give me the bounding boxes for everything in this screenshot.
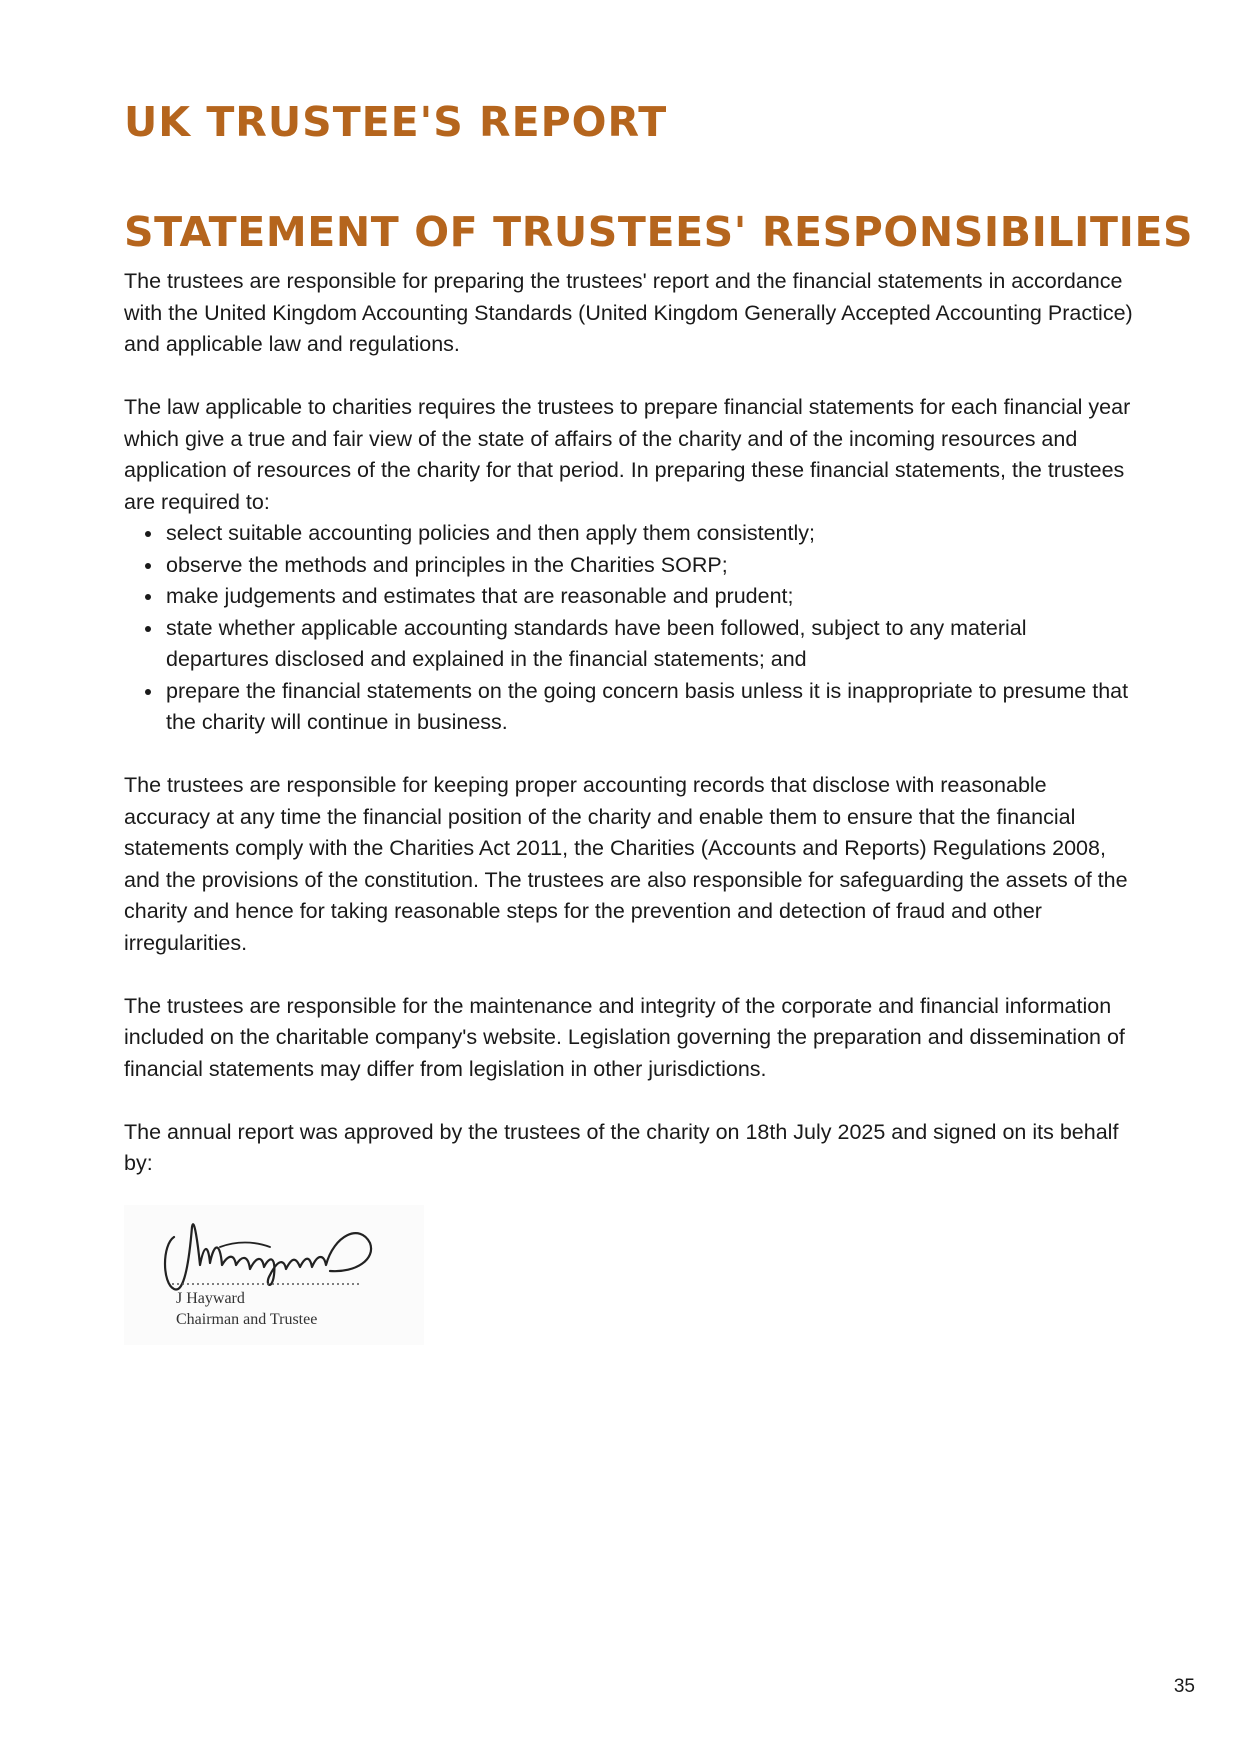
list-item: • state whether applicable accounting standards have been followed, subject to any material departures disclosed and explained in the financial statements; and <box>164 613 1134 676</box>
signature-block <box>124 1205 424 1345</box>
report-body <box>124 266 1134 1211</box>
paragraph-website: The trustees are responsible for the maintenance and integrity of the corporate and financial information included on the charitable company's website. Legislation governing the preparation and dissemination of financial statements may differ from legislation in other jurisdictions. <box>124 993 1125 1081</box>
paragraph-responsibility: The trustees are responsible for preparing the trustees' report and the financial statements in accordance with the United Kingdom Accounting Standards (United Kingdom Generally Accepted Accounting Practice) and applicable law and regulations. <box>124 269 1133 356</box>
list-item: • prepare the financial statements on the going concern basis unless it is inappropriate to presume that the charity will continue in business. <box>164 676 1134 739</box>
paragraph-records: The trustees are responsible for keeping proper accounting records that disclose with reasonable accuracy at any time the financial position of the charity and enable them to ensure that the financial statements comply with the Charities Act 2011, the Charities (Accounts and Reports) Regulations 2008, and the provisions of the constitution. The trustees are also responsible for safeguarding the assets of the charity and hence for taking reasonable steps for the prevention and detection of fraud and other irregularities. <box>124 773 1128 955</box>
paragraph-approval: The annual report was approved by the trustees of the charity on 18th July 2025 and signed on its behalf by: <box>124 1119 1119 1175</box>
list-item: • make judgements and estimates that are reasonable and prudent; <box>164 581 1134 613</box>
signatory-role: Chairman and Trustee <box>176 1311 318 1328</box>
list-item: • select suitable accounting policies and then apply them consistently; <box>164 518 1134 550</box>
paragraph-law: The law applicable to charities requires the trustees to prepare financial statements for each financial year which give a true and fair view of the state of affairs of the charity and of the incoming resources and application of resources of the charity for that period. In preparing these financial statements, the trustees are required to: <box>124 395 1131 514</box>
signatory-name: J Hayward <box>176 1290 245 1307</box>
report-title: UK TRUSTEE'S REPORT <box>124 98 668 146</box>
page-number: 35 <box>1173 1676 1195 1697</box>
requirements-list <box>124 518 1134 739</box>
list-item: • observe the methods and principles in the Charities SORP; <box>164 550 1134 582</box>
section-heading: STATEMENT OF TRUSTEES' RESPONSIBILITIES <box>124 208 1194 256</box>
